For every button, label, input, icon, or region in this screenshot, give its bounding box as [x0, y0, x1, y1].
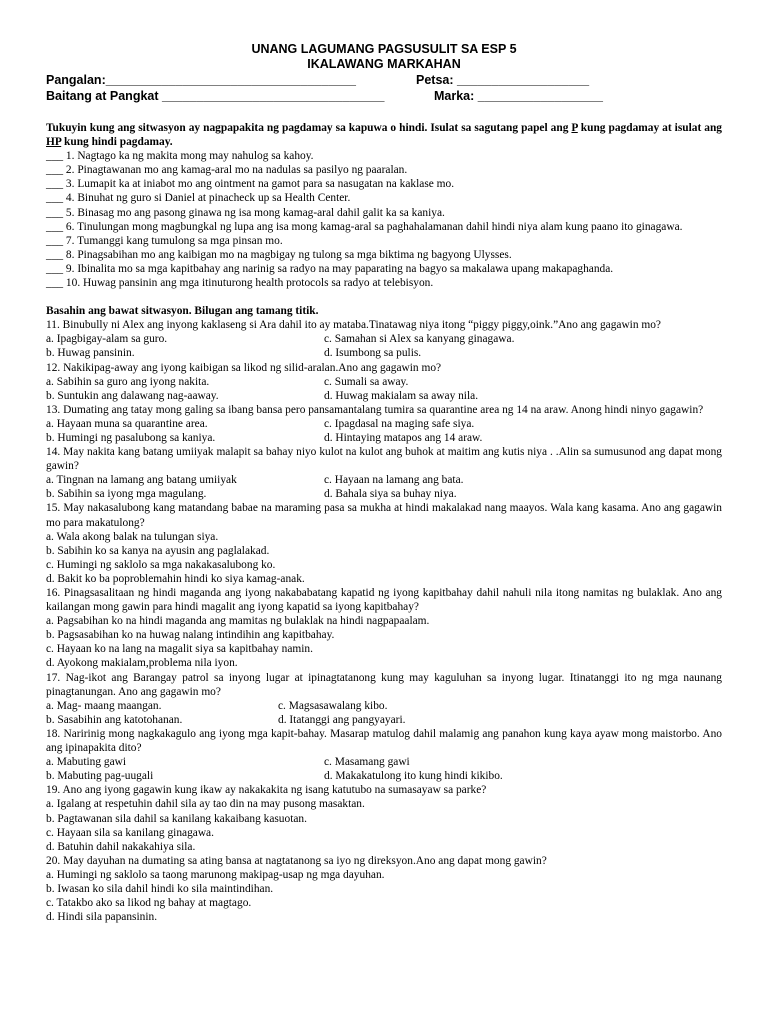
- option-b: b. Pagtawanan sila dahil sa kanilang kakaibang kasuotan.: [46, 812, 307, 825]
- exam-title: UNANG LAGUMANG PAGSUSULIT SA ESP 5: [251, 42, 517, 56]
- option-b: b. Sabihin sa iyong mga magulang.: [46, 488, 207, 501]
- question-14: 14. May nakita kang batang umiiyak malapit sa bahay niyo kulot na kulot ang buhok at maitim ang kutis niya . .Alin sa sumusunod ang dapat mong gawin?: [46, 446, 722, 473]
- question-11-options: [46, 332, 722, 360]
- part2-instruction: Basahin ang bawat sitwasyon. Bilugan ang tamang titik.: [46, 305, 319, 318]
- question-18-options: [46, 755, 722, 783]
- part1-item: ___ 10. Huwag pansinin ang mga itinuturong health protocols sa radyo at telebisyon.: [46, 277, 434, 290]
- option-a: a. Wala akong balak na tulungan siya.: [46, 530, 219, 543]
- name-field-label: Pangalan:____________________________________: [46, 73, 357, 87]
- option-d: d. Makakatulong ito kung hindi kikibo.: [324, 770, 503, 783]
- option-c: c. Samahan si Alex sa kanyang ginagawa.: [324, 333, 515, 346]
- part1-item: ___ 5. Binasag mo ang pasong ginawa ng isa mong kamag-aral dahil galit ka sa kaniya.: [46, 206, 445, 219]
- exam-subtitle: IKALAWANG MARKAHAN: [307, 57, 461, 71]
- option-b: b. Sabihin ko sa kanya na ayusin ang paglalakad.: [46, 544, 270, 557]
- option-c: c. Hayaan ko na lang na magalit siya sa kapitbahay namin.: [46, 643, 313, 656]
- part1-item: ___ 2. Pinagtawanan mo ang kamag-aral mo na nadulas sa pasilyo ng paaralan.: [46, 164, 408, 177]
- option-a: a. Pagsabihan ko na hindi maganda ang mamitas ng bulaklak na hindi nagpapaalam.: [46, 615, 430, 628]
- answer-key-hp: HP: [46, 136, 62, 149]
- option-c: c. Masamang gawi: [324, 756, 410, 769]
- part1-item: ___ 6. Tinulungan mong magbungkal ng lupa ang isa mong kamag-aral sa paghahalamanan dahil hindi niya alam kung paano ito ginagawa.: [46, 220, 683, 233]
- question-20: 20. May dayuhan na dumating sa ating bansa at nagtatanong sa iyo ng direksyon.Ano ang dapat mong gawin?: [46, 854, 547, 867]
- option-b: b. Mabuting pag-uugali: [46, 770, 154, 783]
- question-11: 11. Binubully ni Alex ang inyong kaklaseng si Ara dahil ito ay mataba.Tinatawag niya itong “piggy piggy,oink.”Ano ang gagawin mo?: [46, 319, 661, 332]
- question-15: 15. May nakasalubong kang matandang babae na maraming pasa sa mukha at hindi makalakad nang maayos. Wala kang kasama. Ano ang gagawin mo para makatulong?: [46, 502, 722, 529]
- question-17-options: [46, 699, 722, 727]
- option-a: a. Tingnan na lamang ang batang umiiyak: [46, 474, 237, 487]
- date-field-label: Petsa: ___________________: [416, 73, 590, 87]
- part1-instruction: Tukuyin kung ang sitwasyon ay nagpapakita ng pagdamay sa kapuwa o hindi. Isulat sa sagutang papel ang P kung pagdamay at isulat ang HP kung hindi pagdamay.: [46, 122, 723, 149]
- option-b: b. Suntukin ang dalawang nag-aaway.: [46, 389, 219, 402]
- option-a: a. Mag- maang maangan.: [46, 699, 162, 712]
- question-12-options: [46, 375, 722, 403]
- question-13-options: [46, 417, 722, 445]
- part1-item: ___ 9. Ibinalita mo sa mga kapitbahay ang narinig sa radyo na may paparating na bagyo sa makalawa upang makapaghanda.: [46, 262, 614, 275]
- option-d: d. Isumbong sa pulis.: [324, 347, 422, 360]
- option-b: b. Pagsasabihan ko na huwag nalang intindihin ang kapitbahay.: [46, 629, 335, 642]
- question-19: 19. Ano ang iyong gagawin kung ikaw ay nakakakita ng isang katutubo na sumasayaw sa parke?: [46, 784, 487, 797]
- option-a: a. Hayaan muna sa quarantine area.: [46, 417, 208, 430]
- option-c: c. Hayaan sila sa kanilang ginagawa.: [46, 826, 214, 839]
- answer-key-p: P: [571, 122, 578, 134]
- option-d: d. Bakit ko ba poproblemahin hindi ko siya kamag-anak.: [46, 572, 305, 585]
- option-c: c. Hayaan na lamang ang bata.: [324, 474, 464, 487]
- grade-score-row: [46, 88, 722, 104]
- option-c: c. Ipagdasal na maging safe siya.: [324, 417, 475, 430]
- score-field-label: Marka: __________________: [434, 89, 603, 103]
- part1-item: ___ 7. Tumanggi kang tumulong sa mga pinsan mo.: [46, 234, 283, 247]
- option-c: c. Magsasawalang kibo.: [278, 699, 388, 712]
- option-a: a. Mabuting gawi: [46, 756, 127, 769]
- option-c: c. Sumali sa away.: [324, 375, 409, 388]
- option-b: b. Sasabihin ang katotohanan.: [46, 713, 183, 726]
- option-c: c. Humingi ng saklolo sa mga nakakasalubong ko.: [46, 558, 276, 571]
- name-date-row: [46, 72, 722, 88]
- question-16: 16. Pinagsasalitaan ng hindi maganda ang iyong nakababatang kapatid ng iyong kapitbahay dahil nahuli nila itong namitas ng bulaklak. Ano ang kailangan mong gawin para hindi magalit ang iyong kapatid sa iyong kapitbahay?: [46, 587, 722, 614]
- question-17: 17. Nag-ikot ang Barangay patrol sa inyong lugar at ipinagtatanong kung may kaguluhan sa inyong lugar. Itinatanggi ito ng mga naunang pinagtanungan. Ano ang gagawin mo?: [46, 671, 722, 698]
- option-c: c. Tatakbo ako sa likod ng bahay at magtago.: [46, 897, 252, 910]
- exam-page: [46, 42, 722, 924]
- question-12: 12. Nakikipag-away ang iyong kaibigan sa likod ng silid-aralan.Ano ang gagawin mo?: [46, 361, 442, 374]
- grade-section-field-label: Baitang at Pangkat ________________________________: [46, 89, 385, 103]
- question-18: 18. Naririnig mong nagkakagulo ang iyong mga kapit-bahay. Masarap matulog dahil malamig ang panahon kung kaya ayaw mong maistorbo. Ano ang ipinapakita dito?: [46, 727, 722, 755]
- option-b: b. Huwag pansinin.: [46, 347, 135, 360]
- option-b: b. Humingi ng pasalubong sa kaniya.: [46, 431, 216, 444]
- option-d: d. Huwag makialam sa away nila.: [324, 389, 479, 402]
- question-13: 13. Dumating ang tatay mong galing sa ibang bansa pero pansamantalang tumira sa quarantine area ng 14 na araw. Anong hindi ninyo gagawin?: [46, 403, 704, 416]
- option-d: d. Bahala siya sa buhay niya.: [324, 488, 457, 501]
- option-a: a. Humingi ng saklolo sa taong marunong makipag-usap ng mga dayuhan.: [46, 868, 385, 881]
- option-d: d. Hintaying matapos ang 14 araw.: [324, 431, 483, 444]
- part1-item: ___ 4. Binuhat ng guro si Daniel at pinacheck up sa Health Center.: [46, 192, 351, 205]
- option-a: a. Sabihin sa guro ang iyong nakita.: [46, 375, 210, 388]
- option-a: a. Ipagbigay-alam sa guro.: [46, 333, 168, 346]
- option-d: d. Itatanggi ang pangyayari.: [278, 713, 406, 726]
- option-d: d. Ayokong makialam,problema nila iyon.: [46, 657, 238, 670]
- option-d: d. Batuhin dahil nakakahiya sila.: [46, 840, 196, 853]
- part1-item: ___ 3. Lumapit ka at iniabot mo ang ointment na gamot para sa nasugatan na kaklase mo.: [46, 178, 455, 191]
- part1-item: ___ 8. Pinagsabihan mo ang kaibigan mo na magbigay ng tulong sa mga biktima ng bagyong Ulysses.: [46, 248, 512, 261]
- option-a: a. Igalang at respetuhin dahil sila ay tao din na may pusong masaktan.: [46, 798, 365, 811]
- part1-item: ___ 1. Nagtago ka ng makita mong may nahulog sa kahoy.: [46, 150, 314, 163]
- question-14-options: [46, 473, 722, 501]
- option-b: b. Iwasan ko sila dahil hindi ko sila maintindihan.: [46, 882, 274, 895]
- option-d: d. Hindi sila papansinin.: [46, 911, 158, 924]
